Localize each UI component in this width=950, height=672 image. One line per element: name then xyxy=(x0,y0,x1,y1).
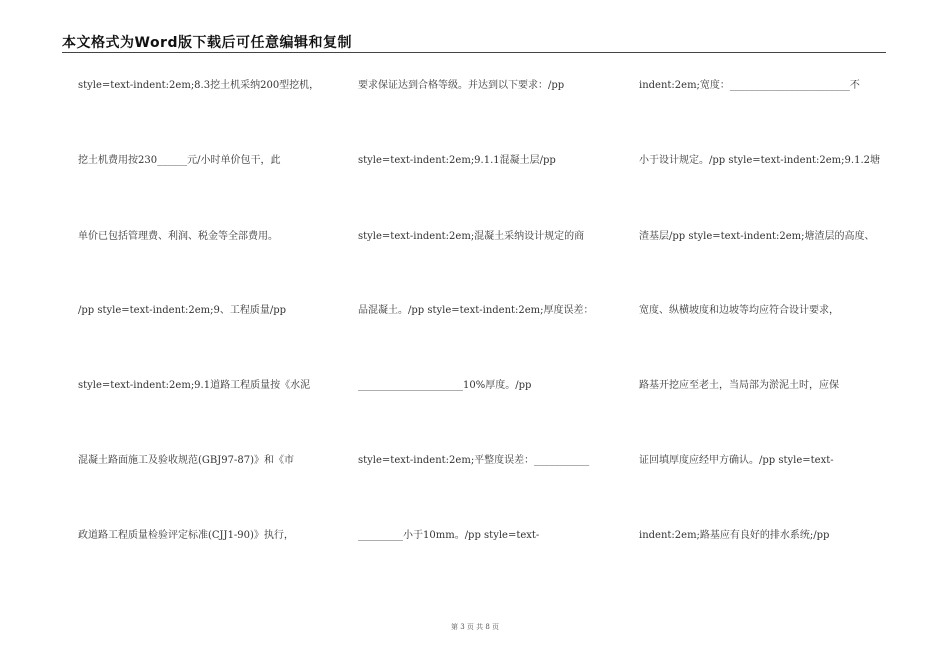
column-2-line-7: _________小于10mm。/pp style=text- xyxy=(358,530,540,541)
column-2-line-2: style=text-indent:2em;9.1.1混凝土层/pp xyxy=(358,155,556,166)
text-column-3 xyxy=(639,0,889,600)
document-header-title: 本文格式为Word版下载后可任意编辑和复制 xyxy=(62,35,352,51)
column-1-line-6: 混凝土路面施工及验收规范(GBJ97-87)》和《市 xyxy=(78,455,294,466)
column-3-line-7: indent:2em;路基应有良好的排水系统;/pp xyxy=(639,530,830,541)
column-3-line-6: 证回填厚度应经甲方确认。/pp style=text- xyxy=(639,455,834,466)
column-2-line-4: 品混凝土。/pp style=text-indent:2em;厚度误差： xyxy=(358,305,594,316)
column-1-line-2: 挖土机费用按230______元/小时单价包干，此 xyxy=(78,155,281,166)
column-2-line-3: style=text-indent:2em;混凝土采纳设计规定的商 xyxy=(358,231,585,242)
column-3-line-5: 路基开挖应至老土，当局部为淤泥土时，应保 xyxy=(639,380,839,391)
text-column-1 xyxy=(78,0,328,600)
column-2-line-5: _____________________10%厚度。/pp xyxy=(358,380,532,391)
column-2-line-6: style=text-indent:2em;平整度误差：___________ xyxy=(358,455,590,466)
column-1-line-1: style=text-indent:2em;8.3挖土机采纳200型挖机， xyxy=(78,80,320,91)
column-1-line-5: style=text-indent:2em;9.1道路工程质量按《水泥 xyxy=(78,380,311,391)
column-1-line-7: 政道路工程质量检验评定标准(CJJ1-90)》执行， xyxy=(78,530,294,541)
column-3-line-4: 宽度、纵横坡度和边坡等均应符合设计要求， xyxy=(639,305,839,316)
column-3-line-3: 渣基层/pp style=text-indent:2em;塘渣层的高度、 xyxy=(639,231,875,242)
column-1-line-3: 单价已包括管理费、利润、税金等全部费用。 xyxy=(78,231,278,242)
text-column-2 xyxy=(358,0,608,600)
column-3-line-1: indent:2em;宽度：________________________不 xyxy=(639,80,860,91)
column-2-line-1: 要求保证达到合格等级。并达到以下要求：/pp xyxy=(358,80,565,91)
column-3-line-2: 小于设计规定。/pp style=text-indent:2em;9.1.2塘 xyxy=(639,155,880,166)
page-number-footer: 第 3 页 共 8 页 xyxy=(450,623,500,631)
column-1-line-4: /pp style=text-indent:2em;9、工程质量/pp xyxy=(78,305,287,316)
